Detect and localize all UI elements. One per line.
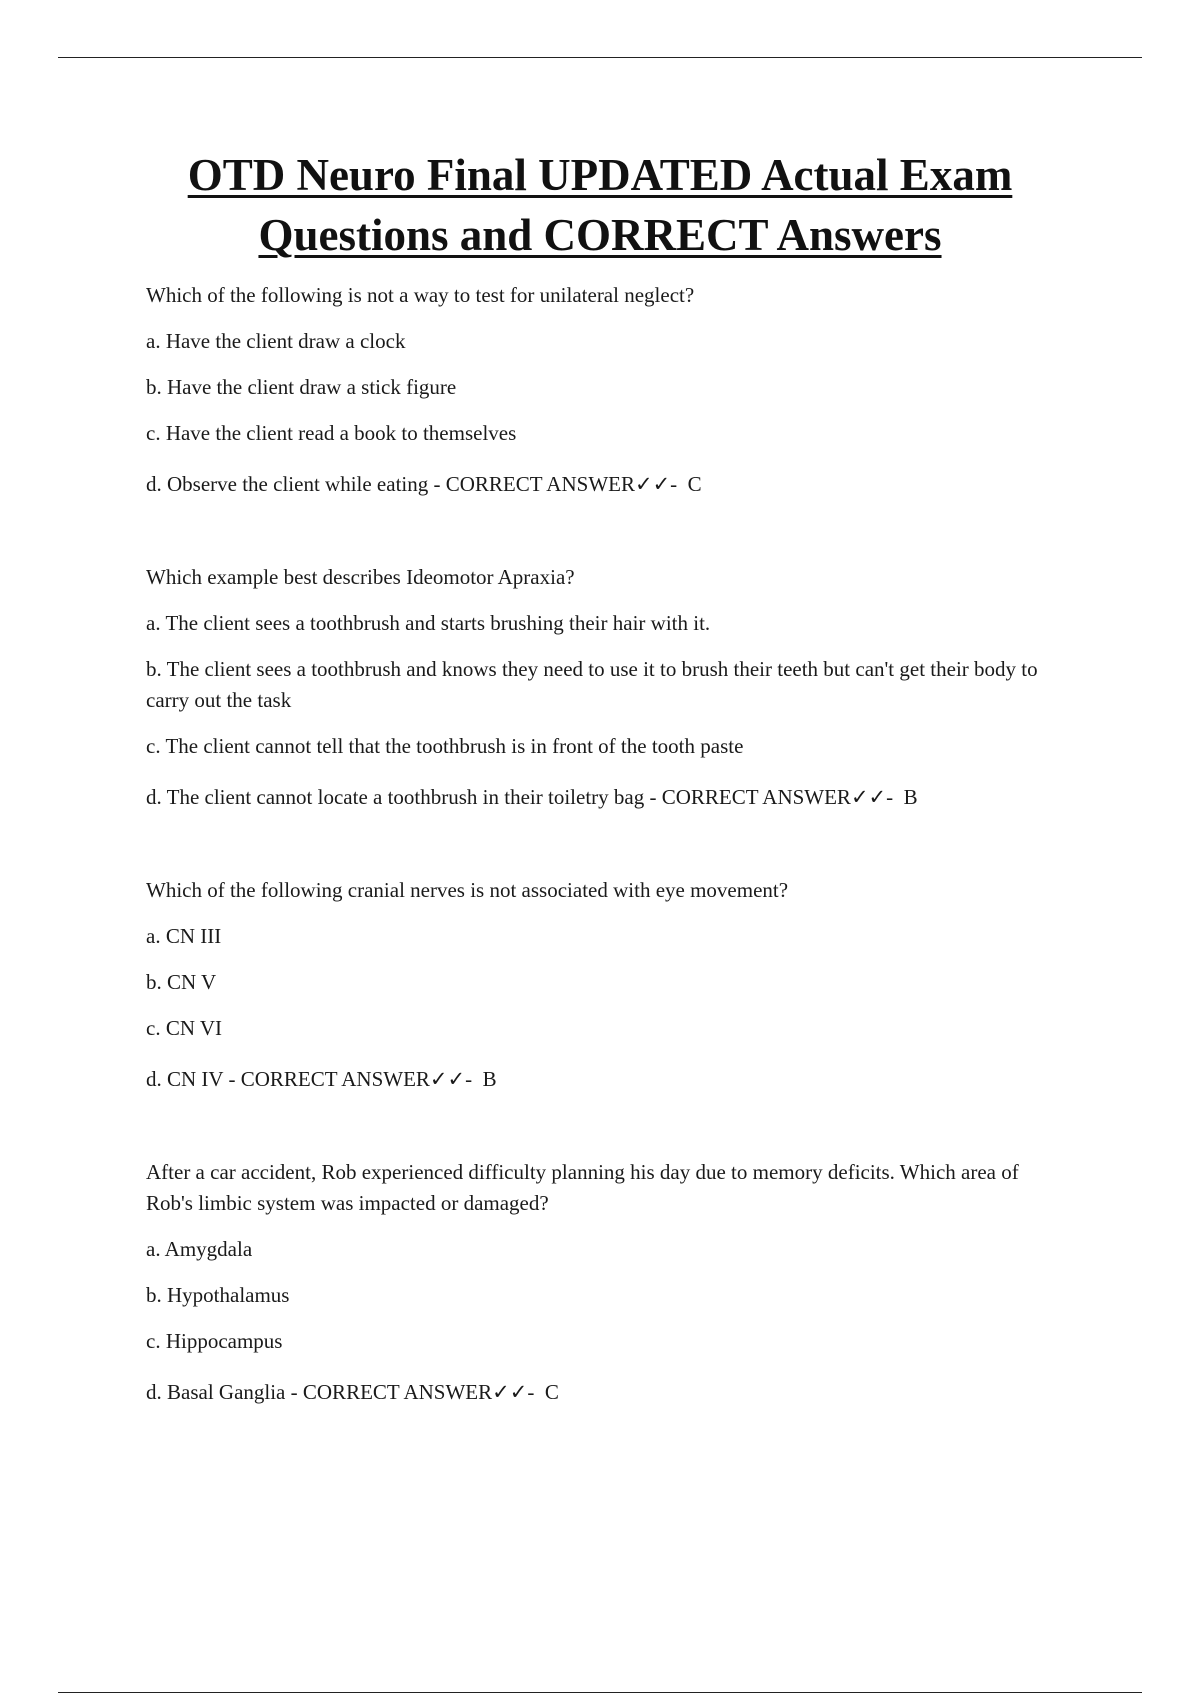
answer-separator: -: [527, 1380, 545, 1404]
top-divider: [58, 57, 1142, 58]
answer-label: - CORRECT ANSWER: [644, 785, 851, 809]
question-3: [146, 875, 1066, 1095]
option-c: c. CN VI: [146, 1016, 223, 1040]
option-b: b. The client sees a toothbrush and knows they need to use it to brush their teeth but can't get their body to carry out the task: [146, 657, 1038, 712]
question-list: [146, 280, 1066, 1408]
correct-answer: B: [482, 1067, 497, 1091]
double-check-icon: ✓✓: [634, 472, 671, 496]
question-text: After a car accident, Rob experienced difficulty planning his day due to memory deficits. Which area of Rob's limbic system was impacted or damaged?: [146, 1160, 1019, 1215]
bottom-divider: [58, 1692, 1142, 1693]
option-d-with-answer: [146, 782, 1066, 813]
correct-answer: B: [903, 785, 918, 809]
option-b: b. Have the client draw a stick figure: [146, 375, 457, 399]
double-check-icon: ✓✓: [429, 1067, 466, 1091]
answer-label: - CORRECT ANSWER: [428, 472, 635, 496]
question-text: Which example best describes Ideomotor Apraxia?: [146, 565, 575, 589]
answer-label: - CORRECT ANSWER: [285, 1380, 493, 1404]
option-d-with-answer: [146, 1377, 1066, 1408]
title-line-1: OTD Neuro Final UPDATED Actual Exam: [187, 150, 1013, 200]
option-d-with-answer: [146, 1064, 1066, 1095]
question-1: [146, 280, 1066, 500]
option-a: a. The client sees a toothbrush and starts brushing their hair with it.: [146, 611, 711, 635]
answer-separator: -: [886, 785, 904, 809]
option-d: d. CN IV: [146, 1067, 224, 1091]
double-check-icon: ✓✓: [492, 1380, 528, 1404]
option-a: a. Have the client draw a clock: [146, 329, 406, 353]
double-check-icon: ✓✓: [850, 785, 887, 809]
option-b: b. Hypothalamus: [146, 1283, 290, 1307]
question-2: [146, 562, 1066, 813]
answer-separator: -: [670, 472, 688, 496]
option-d: d. Observe the client while eating: [146, 472, 429, 496]
answer-label: - CORRECT ANSWER: [223, 1067, 430, 1091]
correct-answer: C: [544, 1380, 559, 1404]
option-a: a. Amygdala: [146, 1237, 253, 1261]
option-b: b. CN V: [146, 970, 217, 994]
title-line-2: Questions and CORRECT Answers: [258, 210, 942, 260]
question-text: Which of the following cranial nerves is not associated with eye movement?: [146, 878, 789, 902]
option-d: d. Basal Ganglia: [146, 1380, 286, 1404]
option-a: a. CN III: [146, 924, 222, 948]
option-c: c. Have the client read a book to themselves: [146, 421, 517, 445]
option-d: d. The client cannot locate a toothbrush in their toiletry bag: [146, 785, 645, 809]
question-text: Which of the following is not a way to test for unilateral neglect?: [146, 283, 695, 307]
page-title: [100, 145, 1100, 265]
correct-answer: C: [687, 472, 702, 496]
option-c: c. The client cannot tell that the toothbrush is in front of the tooth paste: [146, 734, 744, 758]
option-c: c. Hippocampus: [146, 1329, 283, 1353]
answer-separator: -: [465, 1067, 483, 1091]
option-d-with-answer: [146, 469, 1066, 500]
question-4: [146, 1157, 1066, 1408]
